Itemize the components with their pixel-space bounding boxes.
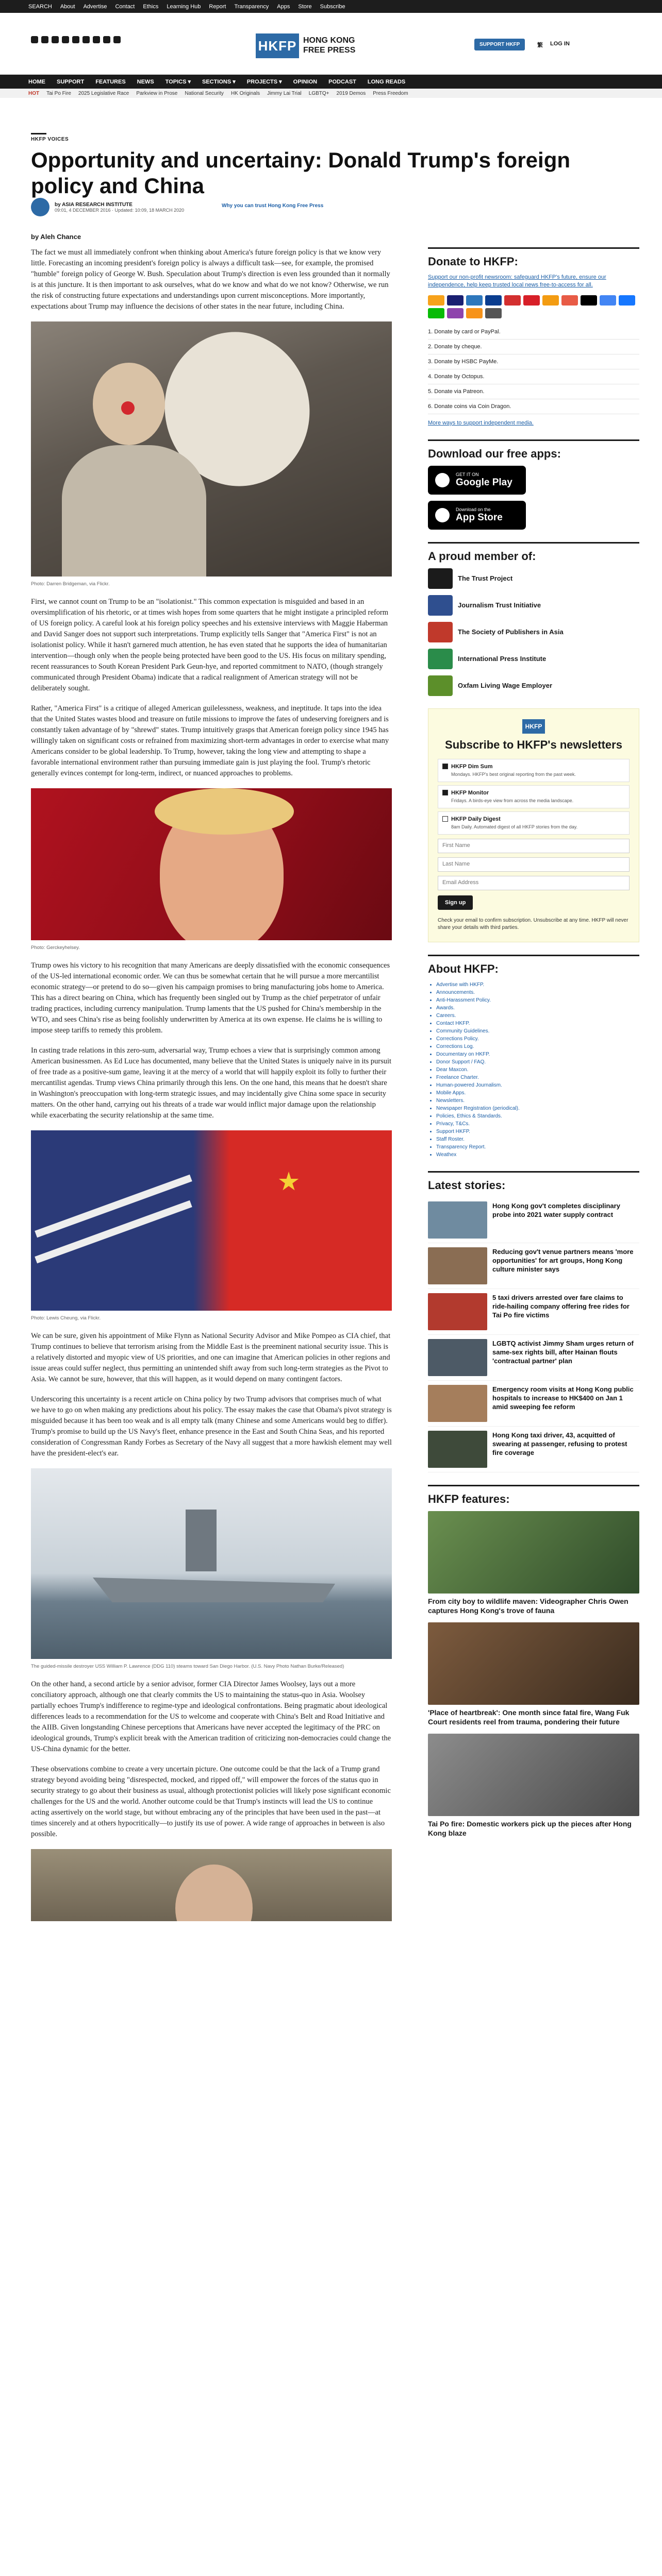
- about-link[interactable]: • Dear Maxcon.: [436, 1066, 639, 1074]
- visa-icon: [447, 295, 464, 306]
- about-link[interactable]: • Documentary on HKFP.: [436, 1050, 639, 1058]
- checkbox[interactable]: [442, 790, 448, 795]
- photo-caption: The guided-missile destroyer USS William P. Lawrence (DDG 110) steams toward San Diego Harbor. (U.S. Navy Photo Nathan Burke/Released): [31, 1664, 344, 1669]
- hot-topic[interactable]: LGBTQ+: [308, 90, 329, 96]
- top-utility-bar: [0, 0, 662, 13]
- author-avatar: [31, 198, 49, 216]
- googlepay-icon: [600, 295, 616, 306]
- paragraph: On the other hand, a second article by a senior advisor, former CIA Director James Woolsey, lays out a more conciliatory approach, although one that clearly commits the US to maintaining the status-quo in Asia. Woolsey partially echoes Trump's indifference to regime-type and ideological confrontations. Being pragmatic about ideological differences leads to a recommendation for the US to welcome and cooperate with China's Belt and Road Initiative and the AIIB. Given longstanding Chinese perceptions that Americans have never accepted the legitimacy of the PRC on ideological grounds, Trump's explicit break with the American tradition of criticizing non-democracies could change the US-China dynamic for the better.: [31, 1680, 391, 1753]
- checkbox[interactable]: [442, 816, 448, 822]
- rss-icon[interactable]: [113, 36, 121, 43]
- about-link[interactable]: • Newsletters.: [436, 1097, 639, 1105]
- story-title[interactable]: Hong Kong taxi driver, 43, acquitted of swearing at passenger, refusing to protest fire coverage: [492, 1431, 627, 1456]
- newsletter-option[interactable]: [438, 785, 630, 808]
- nav-item[interactable]: HOME: [28, 78, 45, 85]
- patreon-icon: [561, 295, 578, 306]
- topbar-item[interactable]: Advertise: [83, 3, 107, 10]
- paragraph: These observations combine to create a very uncertain picture. One outcome could be that the lack of a Trump grand strategy beyond avoiding being "disrespected, mocked, and ripped off," will empower the forces of the status quo in security strategy to go about their business as usual, although protectionist policies will likely pose significant economic challenges for the US and the world. Another outcome could be that Trump's instincts will lead the US to continue acting assertively on the world stage, but without embracing any of the principles that have been used in the past—at times sincerely and at others hypocritically—to justify its use of power. A wide range of approaches in between is also possible.: [31, 1765, 391, 1838]
- photo-caption: Photo: Darren Bridgeman, via Flickr.: [31, 581, 110, 587]
- latest-story[interactable]: [428, 1381, 639, 1427]
- hot-label: HOT: [28, 90, 40, 96]
- youtube-icon[interactable]: [72, 36, 79, 43]
- social-icons: [31, 36, 121, 43]
- donate-option[interactable]: 5. Donate via Patreon.: [428, 384, 639, 399]
- about-link[interactable]: • Mobile Apps.: [436, 1089, 639, 1097]
- newsletter-name: HKFP Monitor: [451, 790, 489, 796]
- feature-title[interactable]: From city boy to wildlife maven: Videographer Chris Owen captures Hong Kong's trove of fauna: [428, 1597, 628, 1615]
- site-header: [0, 13, 662, 75]
- nav-item[interactable]: PROJECTS ▾: [246, 79, 282, 85]
- newsletter-name: HKFP Dim Sum: [451, 764, 493, 770]
- member-name: The Society of Publishers in Asia: [458, 628, 564, 636]
- story-thumbnail: [428, 1293, 487, 1330]
- first-name-field[interactable]: First Name: [438, 839, 630, 853]
- hkfp-logo[interactable]: HKFP: [256, 33, 299, 58]
- about-link[interactable]: • Careers.: [436, 1012, 639, 1020]
- about-heading: About HKFP:: [428, 955, 639, 976]
- mastercard-icon: [428, 295, 444, 306]
- about-link[interactable]: • Newspaper Registration (periodical).: [436, 1105, 639, 1112]
- google-play-icon: [435, 473, 450, 487]
- article-date: 09:01, 4 DECEMBER 2016 · Updated: 10:09, 18 MARCH 2020: [55, 207, 185, 213]
- feature-title[interactable]: 'Place of heartbreak': One month since fatal fire, Wang Fuk Court residents reel from trauma, pondering their future: [428, 1708, 630, 1726]
- newsletter-option[interactable]: [438, 811, 630, 835]
- xi-photo: [31, 1849, 392, 1921]
- newsletter-option[interactable]: [438, 759, 630, 782]
- logo-text-line: HONG KONG: [303, 36, 355, 45]
- about-link[interactable]: • Weathex: [436, 1151, 639, 1159]
- story-thumbnail: [428, 1385, 487, 1422]
- newsletter-box: [428, 708, 639, 942]
- nav-item[interactable]: OPINION: [293, 78, 318, 85]
- header-actions: [537, 41, 570, 49]
- feature-story[interactable]: [428, 1622, 639, 1726]
- topbar-item[interactable]: Apps: [277, 3, 290, 10]
- topbar-item[interactable]: Ethics: [143, 3, 159, 10]
- kicker-divider: [31, 133, 46, 134]
- paragraph: Trump owes his victory to his recognition that many Americans are deeply dissatisfied with the economic consequences of the US-led international economic order. We can thus be somewhat certain that he will pursue a more mercantilist economic strategy—or pretend to do so—given his campaign promises to bring manufacturing jobs home to America. This has a direct bearing on China, which has frequently been singled out by Trump as the chief perpetrator of unfair trading practices, including currency manipulation. Trump laments that the US pushed for China's membership in the WTO, and sees China's rise as being foolishly underwritten by America at its own expense. He claims he is willing to impose steep tariffs to remedy this problem.: [31, 961, 390, 1035]
- facebook-icon[interactable]: [31, 36, 38, 43]
- email-field[interactable]: Email Address: [438, 876, 630, 890]
- support-button[interactable]: SUPPORT HKFP: [474, 39, 525, 50]
- member-name: The Trust Project: [458, 574, 513, 582]
- feature-image: [428, 1511, 639, 1594]
- story-thumbnail: [428, 1431, 487, 1468]
- about-link[interactable]: • Contact HKFP.: [436, 1020, 639, 1027]
- last-name-field[interactable]: Last Name: [438, 857, 630, 872]
- flags-photo: [31, 1130, 392, 1311]
- amex-icon: [466, 295, 483, 306]
- donate-option[interactable]: 2. Donate by cheque.: [428, 340, 639, 354]
- about-link[interactable]: • Anti-Harassment Policy.: [436, 996, 639, 1004]
- nav-item[interactable]: PODCAST: [328, 78, 356, 85]
- app-store-button[interactable]: [428, 501, 526, 530]
- payment-methods: [428, 295, 639, 318]
- hot-topic[interactable]: Tai Po Fire: [46, 90, 71, 96]
- latest-story[interactable]: [428, 1289, 639, 1335]
- story-title[interactable]: Emergency room visits at Hong Kong public hospitals to increase to HK$400 on Jan 1 amid sweeping fee reform: [492, 1385, 634, 1411]
- sidebar: [428, 247, 639, 1845]
- topbar-item[interactable]: About: [60, 3, 75, 10]
- topbar-item[interactable]: Transparency: [234, 3, 269, 10]
- instagram-icon[interactable]: [52, 36, 59, 43]
- threads-icon[interactable]: [62, 36, 69, 43]
- story-title[interactable]: Hong Kong gov't completes disciplinary probe into 2021 water supply contract: [492, 1202, 620, 1218]
- article-byline: by Aleh Chance: [31, 233, 81, 241]
- wechatpay-icon: [428, 308, 444, 318]
- jti-logo: [428, 595, 453, 616]
- story-title[interactable]: Reducing gov't venue partners means 'more opportunities' for art groups, Hong Kong culture minister says: [492, 1248, 634, 1273]
- google-play-small: GET IT ON: [456, 472, 479, 477]
- nav-item[interactable]: NEWS: [137, 78, 154, 85]
- nav-item[interactable]: SUPPORT: [57, 78, 85, 85]
- photo-caption: Photo: Lewis Cheung, via Flickr.: [31, 1315, 101, 1321]
- trust-link[interactable]: Why you can trust Hong Kong Free Press: [222, 203, 324, 209]
- member-item[interactable]: [428, 568, 639, 589]
- newsletter-name: HKFP Daily Digest: [451, 816, 501, 822]
- about-link[interactable]: • Support HKFP.: [436, 1128, 639, 1136]
- paypal-icon: [485, 295, 502, 306]
- logo-text: [303, 36, 355, 55]
- topbar-item[interactable]: SEARCH: [28, 3, 52, 10]
- donate-option[interactable]: 4. Donate by Octopus.: [428, 369, 639, 384]
- feature-image: [428, 1734, 639, 1816]
- article-kicker[interactable]: HKFP VOICES: [31, 137, 69, 142]
- about-link[interactable]: • Awards.: [436, 1004, 639, 1012]
- latest-story[interactable]: [428, 1335, 639, 1381]
- hot-topic[interactable]: 2025 Legislative Race: [78, 90, 129, 96]
- latest-heading: Latest stories:: [428, 1171, 639, 1192]
- about-link[interactable]: • Corrections Log.: [436, 1043, 639, 1050]
- member-item[interactable]: [428, 675, 639, 696]
- whatsapp-icon[interactable]: [103, 36, 110, 43]
- alipay-icon: [619, 295, 635, 306]
- paragraph: Underscoring this uncertainty is a recent article on China policy by two Trump advisors that comprises much of what we have to go on when making any predictions about his policy. The essay makes the case that Obama's pivot strategy is misguided because it has been too weak and is all empty talk (many Chinese and some Americans would beg to differ). Trump's promise to build up the US Navy's fleet, enhance presence in the East and South China Seas, and his reported consideration of Congressman Randy Forbes as Secretary of the Navy all suggest that a more hawkish element may well have the president-elect's ear.: [31, 1395, 392, 1458]
- topbar-item[interactable]: Subscribe: [320, 3, 345, 10]
- member-name: Journalism Trust Initiative: [458, 601, 541, 609]
- latest-story[interactable]: [428, 1197, 639, 1243]
- hot-topic[interactable]: Press Freedom: [373, 90, 408, 96]
- newsletter-desc: 8am Daily. Automated digest of all HKFP stories from the day.: [451, 824, 578, 829]
- donate-option[interactable]: 6. Donate coins via Coin Dragon.: [428, 399, 639, 414]
- hot-topic[interactable]: National Security: [185, 90, 224, 96]
- about-link[interactable]: • Community Guidelines.: [436, 1027, 639, 1035]
- topbar-item[interactable]: Store: [298, 3, 312, 10]
- linkedin-icon[interactable]: [82, 36, 90, 43]
- paragraph: In casting trade relations in this zero-sum, adversarial way, Trump echoes a view that is surprisingly common among American businessmen. As Ed Luce has documented, many believe that the United States is uniquely naive in its pursuit of free trade as a positive-sum game, leaving it at the mercy of a world that will happily exploit its folly to further their mercantilist agendas. Trump views China primarily through this lens. On the one hand, this means that he doesn't share in Washington's preoccupation with long-term strategic issues, and may incidentally give China some space in security matters. On the other hand, carrying out his threats of a trade war would inflict major damage upon the relationship while exacerbating the security relationship at the same time.: [31, 1046, 392, 1120]
- payme-icon: [523, 295, 540, 306]
- article-title: Opportunity and uncertainy: Donald Trump's foreign policy and China: [31, 148, 571, 198]
- story-title[interactable]: LGBTQ activist Jimmy Sham urges return of same-sex rights bill, after Hainan flouts 'contractual partner' plan: [492, 1340, 634, 1365]
- nav-item[interactable]: FEATURES: [95, 78, 126, 85]
- about-links: [428, 981, 639, 1159]
- donate-option[interactable]: 3. Donate by HSBC PayMe.: [428, 354, 639, 369]
- feature-story[interactable]: [428, 1734, 639, 1838]
- feature-title[interactable]: Tai Po fire: Domestic workers pick up the pieces after Hong Kong blaze: [428, 1820, 632, 1837]
- telegram-icon[interactable]: [93, 36, 100, 43]
- story-thumbnail: [428, 1339, 487, 1376]
- newsletter-desc: Mondays. HKFP's best original reporting from the past week.: [451, 772, 576, 777]
- donate-link[interactable]: Support our non-profit newsroom: safeguard HKFP's future, ensure our independence, help keep trusted local news free-to-access for all.: [428, 274, 606, 288]
- about-link[interactable]: • Staff Roster.: [436, 1136, 639, 1143]
- features-heading: HKFP features:: [428, 1485, 639, 1506]
- protest-photo: [31, 321, 392, 577]
- story-title[interactable]: 5 taxi drivers arrested over fare claims to ride-hailing company offering free rides for Tai Po fire victims: [492, 1294, 630, 1319]
- ipi-logo: [428, 649, 453, 669]
- topbar-item[interactable]: Learning Hub: [167, 3, 201, 10]
- about-link[interactable]: • Transparency Report.: [436, 1143, 639, 1151]
- paragraph: We can be sure, given his appointment of Mike Flynn as National Security Advisor and Mike Pompeo as CIA chief, that Trump continues to believe that terrorism arising from the Middle East is the preeminent national security issue. This is a relatively distorted and myopic view of US priorities, and one can imagine that American policies in other regions and issue areas could suffer neglect, thus permitting an unintended shift away from such long-term strategies as the Pivot to Asia. We cannot be sure, however, that this will happen, as it would depend on many contingent factors.: [31, 1332, 391, 1383]
- about-link[interactable]: • Announcements.: [436, 989, 639, 996]
- unionpay-icon: [504, 295, 521, 306]
- login-link[interactable]: LOG IN: [550, 41, 570, 47]
- logo-text-line: FREE PRESS: [303, 46, 356, 55]
- about-link[interactable]: • Freelance Charter.: [436, 1074, 639, 1081]
- nav-item[interactable]: SECTIONS ▾: [202, 79, 236, 85]
- member-item[interactable]: [428, 622, 639, 642]
- trump-photo: [31, 788, 392, 940]
- topbar-item[interactable]: Contact: [115, 3, 135, 10]
- newsletter-footnote: Check your email to confirm subscription. Unsubscribe at any time. HKFP will never share your details with third parties.: [438, 918, 628, 930]
- story-thumbnail: [428, 1247, 487, 1284]
- hot-topic[interactable]: Jimmy Lai Trial: [267, 90, 302, 96]
- newsletter-heading: Subscribe to HKFP's newsletters: [445, 738, 622, 751]
- navy-ship-photo: [31, 1468, 392, 1659]
- paragraph: Rather, "America First" is a critique of alleged American guilelessness, weakness, and ineptitude. It taps into the idea that the United States wastes blood and treasure on futile missions to improve the fates of undeserving foreigners and is constantly taken advantage of by "shrewd" states. Trump intuitively grasps that American foreign policy since 1945 has willingly taken on significant costs or refrained from maximizing short-term advantages in order to exercise what many Americans consider to be global leadership. To Trump, however, taking the long view and attempting to shape a favorable international environment rather than pursuing immediate gain is just playing the fool. Trump's rhetoric generally evinces contempt for long-term, indirect, or nuanced approaches to problems.: [31, 704, 389, 777]
- apps-heading: Download our free apps:: [428, 439, 639, 461]
- app-store-small: Download on the: [456, 507, 491, 512]
- fps-icon: [447, 308, 464, 318]
- newsletter-logo: HKFP: [522, 719, 545, 734]
- newsletter-desc: Fridays. A birds-eye view from across the media landscape.: [451, 798, 574, 803]
- google-play-button[interactable]: [428, 466, 526, 495]
- about-link[interactable]: • Privacy, T&Cs.: [436, 1120, 639, 1128]
- more-ways-link[interactable]: More ways to support independent media.: [428, 420, 534, 426]
- member-name: Oxfam Living Wage Employer: [458, 682, 553, 689]
- feature-story[interactable]: [428, 1511, 639, 1615]
- octopus-icon: [542, 295, 559, 306]
- donate-option[interactable]: 1. Donate by card or PayPal.: [428, 325, 639, 340]
- member-item[interactable]: [428, 649, 639, 669]
- author-block: [31, 198, 184, 216]
- article-body: [31, 247, 392, 1921]
- nav-item[interactable]: TOPICS ▾: [165, 79, 191, 85]
- nav-item[interactable]: LONG READS: [367, 78, 406, 85]
- hot-topic[interactable]: HK Originals: [230, 90, 260, 96]
- hot-topics-bar: [0, 89, 662, 98]
- photo-caption: Photo: Gerckeyhelsey.: [31, 945, 80, 951]
- apple-icon: [435, 508, 450, 522]
- member-heading: A proud member of:: [428, 542, 639, 563]
- x-icon[interactable]: [41, 36, 48, 43]
- about-link[interactable]: • Policies, Ethics & Standards.: [436, 1112, 639, 1120]
- sopa-logo: [428, 622, 453, 642]
- hot-topic[interactable]: 2019 Demos: [336, 90, 366, 96]
- latest-story[interactable]: [428, 1427, 639, 1472]
- member-name: International Press Institute: [458, 655, 547, 663]
- donate-text: [428, 274, 639, 289]
- about-link[interactable]: • Human-powered Journalism.: [436, 1081, 639, 1089]
- language-toggle[interactable]: 繁: [537, 42, 543, 48]
- trust-project-logo: [428, 568, 453, 589]
- bitcoin-icon: [466, 308, 483, 318]
- paragraph: The fact we must all immediately confront when thinking about America's future foreign policy is that we know very little. Forecasting an incoming president's foreign policy is always a difficult task—see, for example, the promised "humble" foreign policy of George W. Bush. Speculation about Trump's direction is even less grounded than it normally is at this juncture. It is then important to ask ourselves, what do we know and what do we not know? Otherwise, we run the risk of constructing future expectations and understandings upon current misconceptions. More importantly, expectations about Trump may influence the decisions of other states in the near future, including China.: [31, 248, 390, 311]
- bank-icon: [485, 308, 502, 318]
- main-nav: [0, 75, 662, 89]
- topbar-item[interactable]: Report: [209, 3, 226, 10]
- hot-topic[interactable]: Parkview in Prose: [136, 90, 178, 96]
- feature-image: [428, 1622, 639, 1705]
- latest-story[interactable]: [428, 1243, 639, 1289]
- app-store-label: App Store: [456, 512, 503, 523]
- paragraph: First, we cannot count on Trump to be an "isolationist." This common expectation is misguided and based in an oversimplification of his rhetoric, or at times wish hopes from some quarters that he might instigate a principled reform of US foreign policy. A careful look at his foreign policy speeches and his extensive interviews with Maggie Haberman and David Sanger does not support such interpretations. Trump explicitly tells Sanger that "America First" is not an isolationist policy. While it hasn't garnered much attention, he has even stated that he supports the idea of humanitarian intervention—though only when the people being protected have been good to the US. His focus on military spending, recent reassurances to South Korean President Park Geun-hye, and reported commitment to NATO, (though strangely communicated through President Obama) indicate that a radical realignment of American strategy will not be deliberately sought.: [31, 598, 389, 692]
- applepay-icon: [581, 295, 597, 306]
- donate-heading: Donate to HKFP:: [428, 247, 639, 268]
- checkbox[interactable]: [442, 764, 448, 769]
- story-thumbnail: [428, 1201, 487, 1239]
- oxfam-logo: [428, 675, 453, 696]
- about-link[interactable]: • Donor Support / FAQ.: [436, 1058, 639, 1066]
- about-link[interactable]: • Advertise with HKFP.: [436, 981, 639, 989]
- signup-button[interactable]: Sign up: [438, 895, 473, 910]
- author-name[interactable]: by ASIA RESEARCH INSTITUTE: [55, 201, 133, 208]
- about-link[interactable]: • Corrections Policy.: [436, 1035, 639, 1043]
- member-item[interactable]: [428, 595, 639, 616]
- google-play-label: Google Play: [456, 477, 512, 488]
